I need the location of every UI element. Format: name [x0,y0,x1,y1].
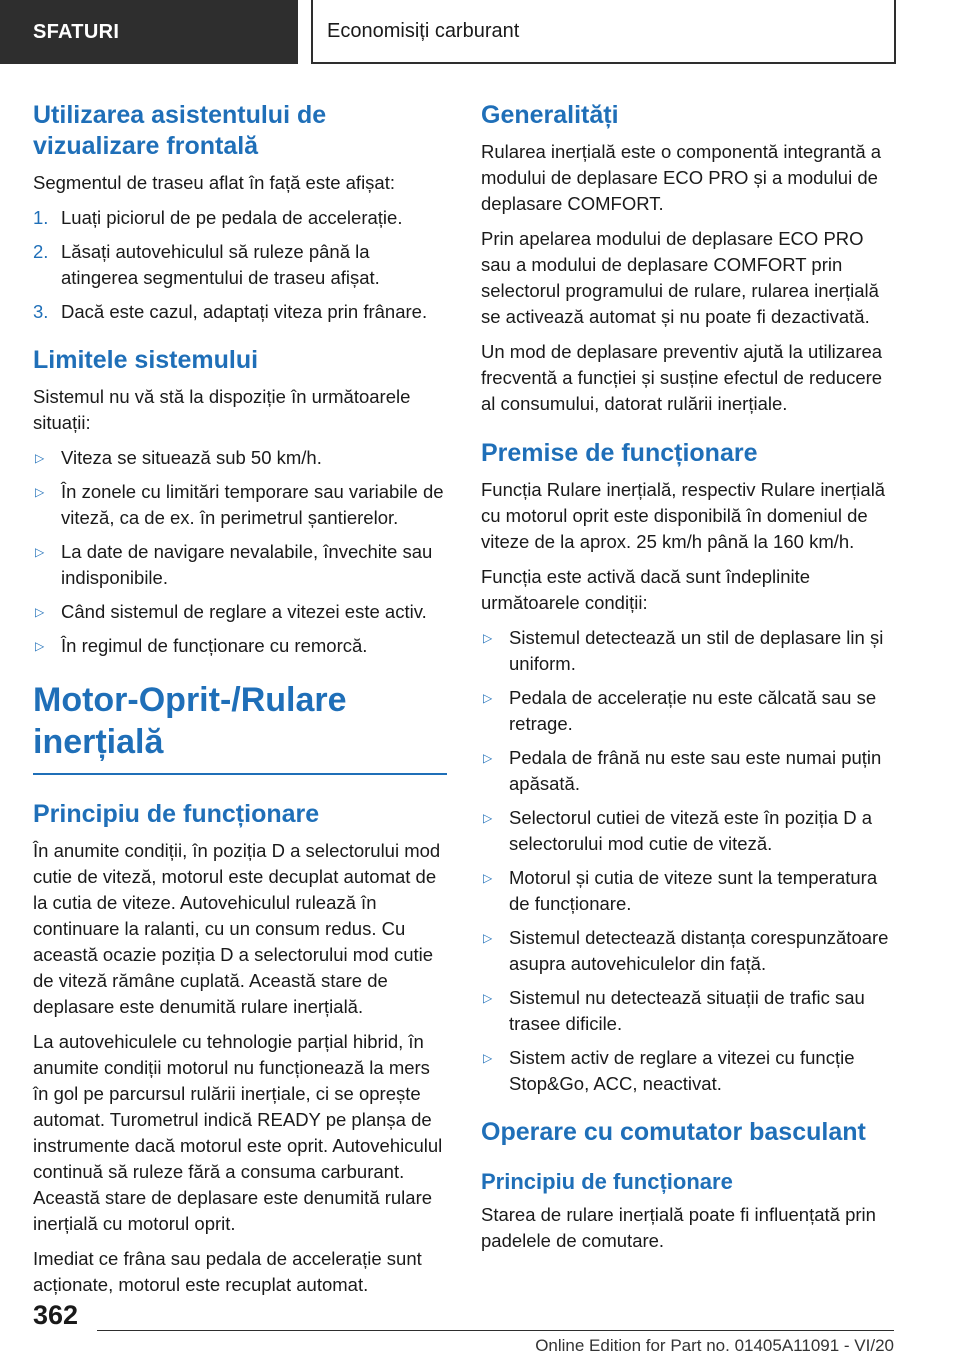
prerequisites-list [481,625,895,1097]
step-text: Luați piciorul de pe pedala de accelerație. [61,207,403,228]
list-item [33,479,447,531]
step-number: 3. [33,301,49,322]
list-item [481,625,895,677]
right-column [481,100,895,1263]
list-item [481,805,895,857]
chapter-title: Motor-Oprit-/Rulare inerțială [33,679,447,775]
step-number: 2. [33,241,49,262]
rocker-switch-title: Operare cu comutator basculant [481,1118,866,1146]
list-item [481,685,895,737]
prerequisites-title: Premise de funcționare [481,439,758,467]
list-item-text: În regimul de funcționare cu remorcă. [61,635,368,656]
limits-intro: Sistemul nu vă stă la dispoziție în următoarele situații: [33,386,411,433]
list-item-text: La date de navigare nevalabile, învechite sau indisponibile. [61,541,433,588]
principle-paragraph-2: La autovehiculele cu tehnologie parțial hibrid, în anumite condiții motorul nu funcționează la mers în gol pe parcursul rulării inerțiale, ci se oprește automat. Turometrul indică READY pe planșa de instrumente dacă motorul este oprit. Autovehiculul continuă să ruleze fără a consuma carburant. Această stare de deplasare este denumită rulare inerțială cu motorul oprit. [33,1031,443,1234]
step-text: Dacă este cazul, adaptați viteza prin frânare. [61,301,428,322]
list-item-text: Sistem activ de reglare a vitezei cu funcție Stop&Go, ACC, neactivat. [509,1047,855,1094]
list-item [481,925,895,977]
list-item [33,445,447,471]
chapter-tab: Economisiți carburant [311,0,896,64]
triangle-bullet-icon: ▷ [483,691,493,705]
general-paragraph-3: Un mod de deplasare preventiv ajută la utilizarea frecventă a funcției și susține efectul de reducere al consumului, datorat rulării inerțiale. [481,341,883,414]
edition-footer: Online Edition for Part no. 01405A11091 - VI/20 [535,1336,894,1355]
principle-paragraph-3: Imediat ce frâna sau pedala de accelerație sunt acționate, motorul este recuplat automat. [33,1248,422,1295]
triangle-bullet-icon: ▷ [35,545,45,559]
triangle-bullet-icon: ▷ [35,639,45,653]
list-item [33,633,447,659]
triangle-bullet-icon: ▷ [483,811,493,825]
list-item-text: Selectorul cutiei de viteză este în poziția D a selectorului mod cutie de viteză. [509,807,872,854]
prerequisites-paragraph-1: Funcția Rulare inerțială, respectiv Rulare inerțială cu motorul oprit este disponibilă în domeniul de viteze de la aprox. 25 km/h până la 160 km/h. [481,479,886,552]
list-item-text: Pedala de frână nu este sau este numai puțin apăsată. [509,747,882,794]
list-item-text: În zonele cu limitări temporare sau variabile de viteză, ca de ex. în perimetrul șantierelor. [61,481,444,528]
step-text: Lăsați autovehiculul să ruleze până la atingerea segmentului de traseu afișat. [61,241,380,288]
principle-paragraph-1: În anumite condiții, în poziția D a selectorului mod cutie de viteză, motorul este decuplat automat de la cutia de viteze. Autovehiculul rulează în continuare la ralanti, cu un consum redus. Cu această ocazie poziția D a selectorului mod cutie de viteză rămâne cuplată. Această stare de deplasare este denumită rulare inerțială. [33,840,441,1017]
list-item [33,205,447,231]
list-item [33,599,447,625]
list-item [33,539,447,591]
triangle-bullet-icon: ▷ [483,871,493,885]
left-column [33,100,447,1307]
list-item-text: Viteza se situează sub 50 km/h. [61,447,322,468]
triangle-bullet-icon: ▷ [483,751,493,765]
triangle-bullet-icon: ▷ [483,991,493,1005]
page-header [0,0,960,66]
list-item [33,239,447,291]
section-tab: SFATURI [0,0,298,64]
list-item [481,985,895,1037]
triangle-bullet-icon: ▷ [483,1051,493,1065]
triangle-bullet-icon: ▷ [483,631,493,645]
hud-section-title: Utilizarea asistentului de vizualizare frontală [33,101,327,160]
general-title: Generalități [481,101,619,129]
list-item-text: Sistemul detectează distanța corespunzătoare asupra autovehiculelor din față. [509,927,889,974]
list-item-text: Motorul și cutia de viteze sunt la temperatura de funcționare. [509,867,878,914]
list-item-text: Sistemul nu detectează situații de trafic sau trasee dificile. [509,987,865,1034]
triangle-bullet-icon: ▷ [483,931,493,945]
rocker-paragraph: Starea de rulare inerțială poate fi influențată prin padelele de comutare. [481,1204,876,1251]
triangle-bullet-icon: ▷ [35,485,45,499]
limits-list [33,445,447,659]
general-paragraph-2: Prin apelarea modului de deplasare ECO PRO sau a modului de deplasare COMFORT prin selectorul programului de rulare, rularea inerțială se activează automat și nu poate fi dezactivată. [481,228,879,327]
list-item [33,299,447,325]
hud-steps-list [33,205,447,325]
hud-intro: Segmentul de traseu aflat în față este afișat: [33,172,395,193]
list-item [481,865,895,917]
triangle-bullet-icon: ▷ [35,605,45,619]
limits-title: Limitele sistemului [33,346,259,374]
footer-divider [97,1330,894,1331]
list-item-text: Pedala de accelerație nu este călcată sau se retrage. [509,687,877,734]
triangle-bullet-icon: ▷ [35,451,45,465]
page-number: 362 [33,1300,79,1330]
list-item-text: Sistemul detectează un stil de deplasare lin și uniform. [509,627,884,674]
list-item [481,1045,895,1097]
step-number: 1. [33,207,49,228]
prerequisites-paragraph-2: Funcția este activă dacă sunt îndeplinite următoarele condiții: [481,566,811,613]
general-paragraph-1: Rularea inerțială este o componentă integrantă a modului de deplasare ECO PRO și a modului de deplasare COMFORT. [481,141,882,214]
list-item [481,745,895,797]
rocker-principle-subtitle: Principiu de funcționare [481,1169,733,1194]
principle-title: Principiu de funcționare [33,800,320,828]
list-item-text: Când sistemul de reglare a vitezei este activ. [61,601,427,622]
